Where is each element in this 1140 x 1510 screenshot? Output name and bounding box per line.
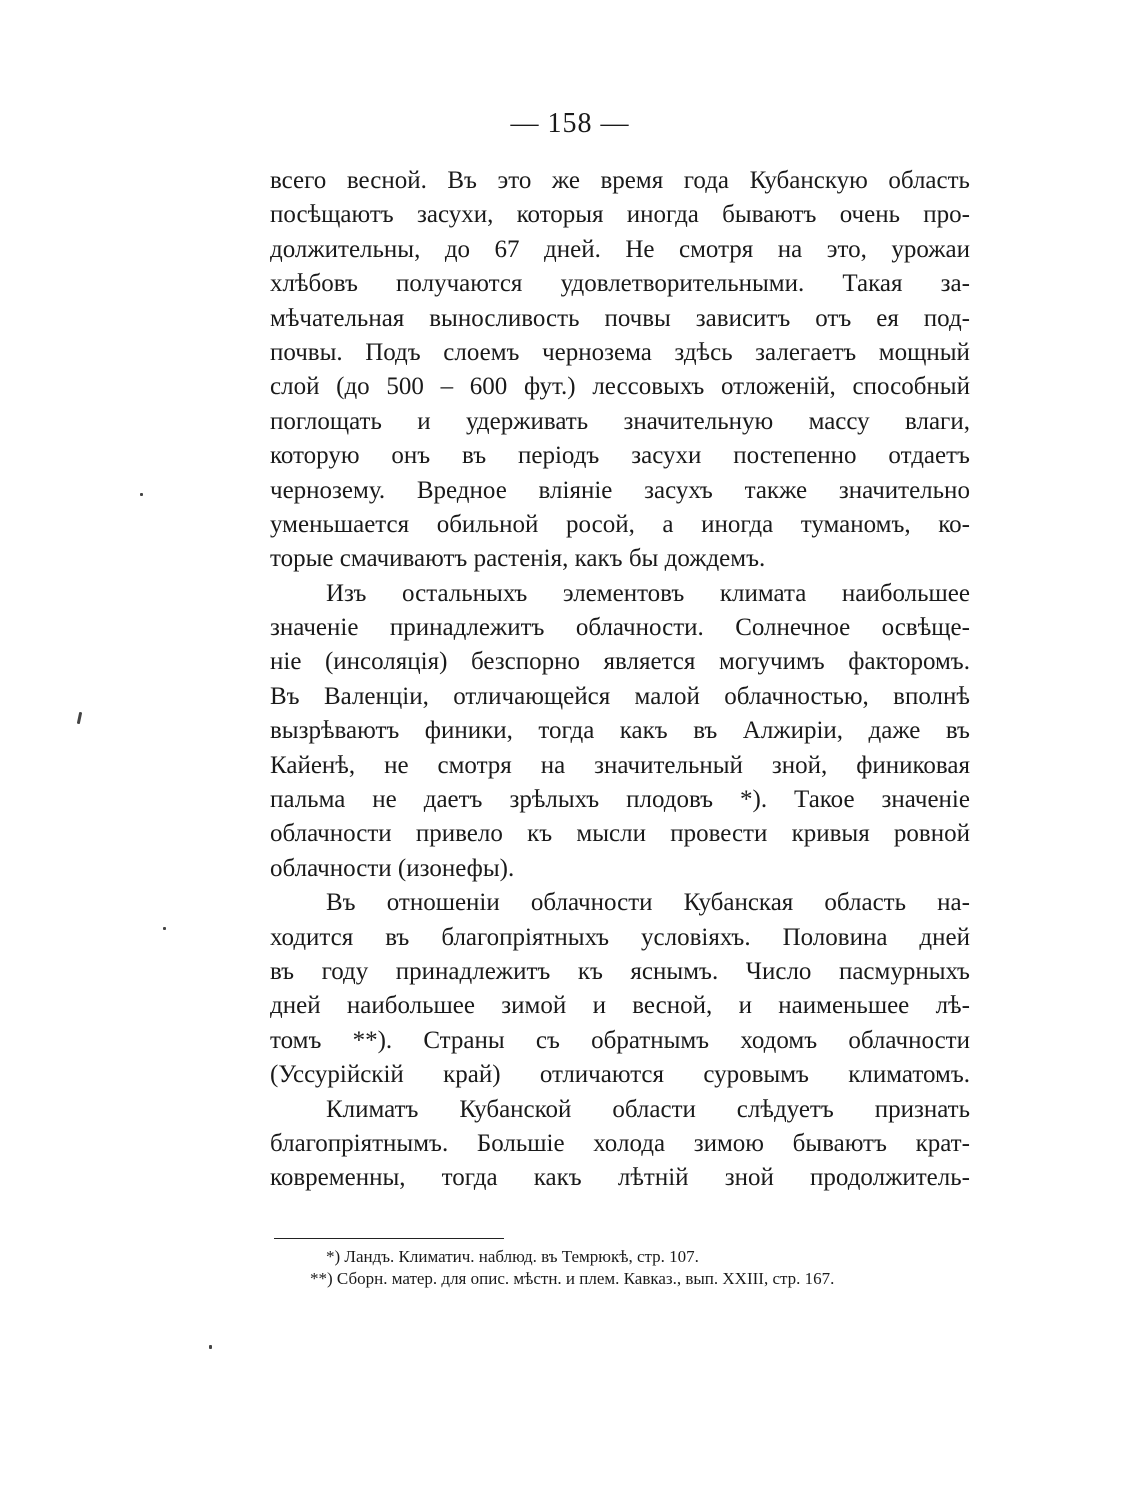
- word: ходится: [270, 923, 354, 951]
- word: признать: [874, 1095, 970, 1123]
- text-line: [270, 542, 970, 576]
- word: Валенціи,: [323, 682, 429, 710]
- text-line: [270, 921, 970, 955]
- word: бы: [628, 545, 665, 573]
- word: слѣдуетъ: [736, 1095, 834, 1123]
- text-line: [270, 714, 970, 748]
- word: на: [777, 235, 803, 263]
- text-line: [270, 336, 970, 370]
- word: Въ: [270, 682, 300, 710]
- word: провести: [670, 820, 768, 848]
- word: освѣще-: [881, 614, 970, 642]
- word: туманомъ,: [800, 510, 911, 538]
- word: смотря: [678, 235, 754, 263]
- word: дождемъ.: [664, 545, 766, 573]
- word: лѣ-: [935, 992, 970, 1020]
- word: томъ: [270, 1026, 322, 1054]
- text-line: [270, 267, 970, 301]
- word: (до: [336, 373, 370, 401]
- word: отличаются: [539, 1061, 665, 1089]
- word: остальныхъ: [402, 579, 528, 607]
- text-line: [270, 233, 970, 267]
- word: иногда: [626, 201, 699, 229]
- word: не: [384, 751, 409, 779]
- word: благопріятныхъ: [441, 923, 610, 951]
- page-number: — 158 —: [510, 108, 630, 139]
- scan-speck: [209, 1345, 212, 1349]
- word: урожаи: [891, 235, 970, 263]
- word: ровной: [893, 820, 970, 848]
- word: въ: [385, 923, 410, 951]
- word: какъ: [619, 717, 668, 745]
- word: засухи: [631, 442, 702, 470]
- word: Алжиріи,: [742, 717, 844, 745]
- footnote: **) Сборн. матер. для опис. мѣстн. и плем. Кавказ., вып. XXIII, стр. 167.: [310, 1269, 835, 1288]
- word: способный: [852, 373, 970, 401]
- word: зимой: [501, 992, 567, 1020]
- text-line: [270, 817, 970, 851]
- word: факторомъ.: [848, 648, 970, 676]
- text-line: [270, 577, 970, 611]
- word: облачности: [270, 820, 392, 848]
- word: финики,: [424, 717, 513, 745]
- scan-speck: [77, 712, 82, 724]
- word: это: [497, 167, 532, 194]
- word: облачности.: [575, 614, 704, 642]
- word: облачностью,: [724, 682, 869, 710]
- word: Климатъ: [326, 1095, 419, 1123]
- word: благопріятнымъ.: [270, 1129, 449, 1157]
- footnote-divider: [274, 1238, 504, 1239]
- scan-speck: [163, 927, 166, 930]
- word: бываютъ: [722, 201, 817, 229]
- word: посѣщаютъ: [270, 201, 394, 229]
- word: весной,: [632, 992, 713, 1020]
- word: климата: [719, 579, 807, 607]
- word: ко-: [938, 510, 970, 538]
- word: Такое: [794, 786, 855, 814]
- word: смотря: [437, 751, 512, 779]
- word: за-: [940, 270, 970, 298]
- word: уменьшается: [270, 510, 410, 538]
- word: Кайенѣ,: [270, 751, 356, 779]
- word: не: [372, 786, 397, 814]
- word: **).: [352, 1026, 393, 1054]
- word: облачности: [848, 1026, 970, 1054]
- word: зной: [724, 1164, 774, 1192]
- text-line: [270, 749, 970, 783]
- word: выносливость: [429, 304, 580, 332]
- word: значительный: [594, 751, 743, 779]
- word: (Уссурійскій: [270, 1061, 404, 1089]
- word: область: [888, 167, 970, 194]
- word: фут.): [523, 373, 576, 401]
- word: чернозему.: [270, 476, 386, 504]
- text-line: [270, 302, 970, 336]
- word: въ: [270, 957, 295, 985]
- word: элементовъ: [562, 579, 685, 607]
- word: торые: [270, 545, 340, 573]
- word: ніе: [270, 648, 302, 676]
- word: Кубанская: [683, 889, 794, 917]
- word: которыя: [516, 201, 604, 229]
- word: даетъ: [423, 786, 483, 814]
- word: яснымъ.: [630, 957, 719, 985]
- text-line: [270, 1093, 970, 1127]
- word: это,: [826, 235, 867, 263]
- word: про-: [923, 201, 970, 229]
- word: удовлетворительными.: [560, 270, 805, 298]
- word: (инсоляція): [324, 648, 448, 676]
- word: зависитъ: [695, 304, 791, 332]
- word: въ: [462, 442, 487, 470]
- word: значеніе: [881, 786, 970, 814]
- word: году: [321, 957, 369, 985]
- word: на: [540, 751, 566, 779]
- word: 67: [494, 235, 520, 263]
- text-line: [270, 370, 970, 404]
- word: смачиваютъ: [339, 545, 474, 573]
- word: мѣчательная: [270, 304, 405, 332]
- word: поглощать: [270, 407, 382, 435]
- word: росой,: [566, 510, 635, 538]
- word: влаги,: [905, 407, 970, 435]
- text-line: [270, 1058, 970, 1092]
- text-line: [270, 852, 970, 886]
- word: климатомъ.: [848, 1061, 970, 1089]
- word: и: [738, 992, 752, 1020]
- word: удерживать: [465, 407, 589, 435]
- word: тогда: [538, 717, 595, 745]
- word: въ: [945, 717, 970, 745]
- word: наибольшее: [841, 579, 970, 607]
- word: слой: [270, 373, 320, 401]
- word: мысли: [576, 820, 646, 848]
- word: Такая: [842, 270, 903, 298]
- text-line: [270, 1024, 970, 1058]
- text-line: [270, 198, 970, 232]
- word: Вредное: [416, 476, 507, 504]
- word: отдаетъ: [888, 442, 970, 470]
- text-line: [270, 439, 970, 473]
- word: облачности: [270, 854, 398, 882]
- word: пасмурныхъ: [838, 957, 970, 985]
- word: вліяніе: [538, 476, 613, 504]
- word: отложеній,: [720, 373, 836, 401]
- word: (изонефы).: [397, 854, 515, 882]
- word: Не: [625, 235, 655, 263]
- word: же: [551, 167, 580, 194]
- word: плодовъ: [626, 786, 714, 814]
- text-line: [270, 164, 970, 198]
- word: могучимъ: [718, 648, 825, 676]
- word: области: [612, 1095, 696, 1123]
- word: засухи,: [416, 201, 494, 229]
- footnote: *) Ландъ. Климатич. наблюд. въ Темрюкѣ, стр. 107.: [326, 1247, 699, 1266]
- word: въ: [693, 717, 718, 745]
- word: къ: [577, 957, 603, 985]
- text-line: [270, 474, 970, 508]
- word: *).: [740, 786, 768, 814]
- word: иногда: [701, 510, 774, 538]
- word: здѣсь: [674, 338, 733, 366]
- text-line: [270, 1161, 970, 1195]
- word: суровымъ: [703, 1061, 809, 1089]
- word: Въ: [447, 167, 477, 194]
- word: холода: [593, 1129, 666, 1157]
- word: которую: [270, 442, 360, 470]
- word: хлѣбовъ: [270, 270, 358, 298]
- word: на-: [937, 889, 970, 917]
- word: Страны: [423, 1026, 505, 1054]
- text-line: [270, 680, 970, 714]
- word: пальма: [270, 786, 346, 814]
- word: тогда: [441, 1164, 498, 1192]
- word: періодъ: [518, 442, 600, 470]
- word: и: [592, 992, 606, 1020]
- word: обильной: [436, 510, 539, 538]
- word: Солнечное: [735, 614, 851, 642]
- word: обратнымъ: [591, 1026, 710, 1054]
- word: года: [683, 167, 730, 194]
- word: какъ: [533, 1164, 582, 1192]
- word: растенія,: [473, 545, 575, 573]
- word: почвы: [604, 304, 671, 332]
- word: вполнѣ: [893, 682, 970, 710]
- word: Кубанскую: [749, 167, 868, 194]
- text-line: [270, 508, 970, 542]
- word: наименьшее: [778, 992, 910, 1020]
- word: Въ: [326, 889, 356, 917]
- word: условіяхъ.: [641, 923, 751, 951]
- word: дней: [270, 992, 321, 1020]
- word: Кубанской: [459, 1095, 572, 1123]
- text-line: [270, 886, 970, 920]
- word: очень: [839, 201, 900, 229]
- word: Число: [745, 957, 812, 985]
- word: значительно: [838, 476, 970, 504]
- word: отличающейся: [453, 682, 611, 710]
- word: под-: [923, 304, 970, 332]
- scan-speck: [140, 493, 143, 496]
- word: зрѣлыхъ: [509, 786, 600, 814]
- word: отношеніи: [386, 889, 500, 917]
- word: дней: [919, 923, 970, 951]
- word: наибольшее: [346, 992, 475, 1020]
- word: до: [444, 235, 471, 263]
- word: область: [824, 889, 907, 917]
- word: даже: [868, 717, 921, 745]
- word: должительны,: [270, 235, 421, 263]
- word: ковременны,: [270, 1164, 406, 1192]
- word: Половина: [782, 923, 888, 951]
- word: ходомъ: [740, 1026, 818, 1054]
- word: принадлежитъ: [395, 957, 551, 985]
- word: а: [662, 510, 674, 538]
- word: финиковая: [856, 751, 970, 779]
- word: зимою: [693, 1129, 764, 1157]
- word: ея: [876, 304, 899, 332]
- word: значеніе: [270, 614, 359, 642]
- word: весной.: [346, 167, 427, 194]
- word: отъ: [815, 304, 852, 332]
- word: 500: [386, 373, 424, 401]
- word: къ: [527, 820, 553, 848]
- word: съ: [535, 1026, 560, 1054]
- word: засухъ: [644, 476, 713, 504]
- word: вызрѣваютъ: [270, 717, 400, 745]
- word: получаются: [396, 270, 523, 298]
- word: лессовыхъ: [592, 373, 705, 401]
- word: зной,: [771, 751, 828, 779]
- word: продолжитель-: [810, 1164, 970, 1192]
- word: время: [600, 167, 664, 194]
- word: залегаетъ: [755, 338, 857, 366]
- text-line: [270, 1127, 970, 1161]
- word: Большіе: [476, 1129, 565, 1157]
- word: всего: [270, 167, 327, 194]
- word: почвы.: [270, 338, 343, 366]
- word: 600: [469, 373, 508, 401]
- word: слоемъ: [443, 338, 520, 366]
- word: массу: [808, 407, 870, 435]
- word: принадлежитъ: [389, 614, 545, 642]
- word: –: [440, 373, 454, 401]
- word: край): [443, 1061, 501, 1089]
- word: какъ: [574, 545, 629, 573]
- word: дней.: [544, 235, 601, 263]
- word: и: [417, 407, 431, 435]
- word: безспорно: [470, 648, 580, 676]
- footnotes: [270, 1246, 970, 1290]
- word: Подъ: [365, 338, 421, 366]
- word: крат-: [915, 1129, 970, 1157]
- text-line: [270, 611, 970, 645]
- text-line: [270, 783, 970, 817]
- word: облачности: [530, 889, 653, 917]
- word: также: [744, 476, 808, 504]
- word: является: [603, 648, 696, 676]
- word: мощный: [878, 338, 970, 366]
- word: лѣтній: [617, 1164, 689, 1192]
- text-line: [270, 645, 970, 679]
- word: привело: [415, 820, 503, 848]
- text-line: [270, 955, 970, 989]
- word: бываютъ: [792, 1129, 887, 1157]
- word: кривыя: [791, 820, 870, 848]
- word: чернозема: [542, 338, 652, 366]
- text-line: [270, 405, 970, 439]
- body-text: [270, 164, 970, 1196]
- word: значительную: [623, 407, 774, 435]
- text-line: [270, 989, 970, 1023]
- word: Изъ: [326, 579, 367, 607]
- word: постепенно: [733, 442, 857, 470]
- word: онъ: [391, 442, 431, 470]
- word: малой: [634, 682, 700, 710]
